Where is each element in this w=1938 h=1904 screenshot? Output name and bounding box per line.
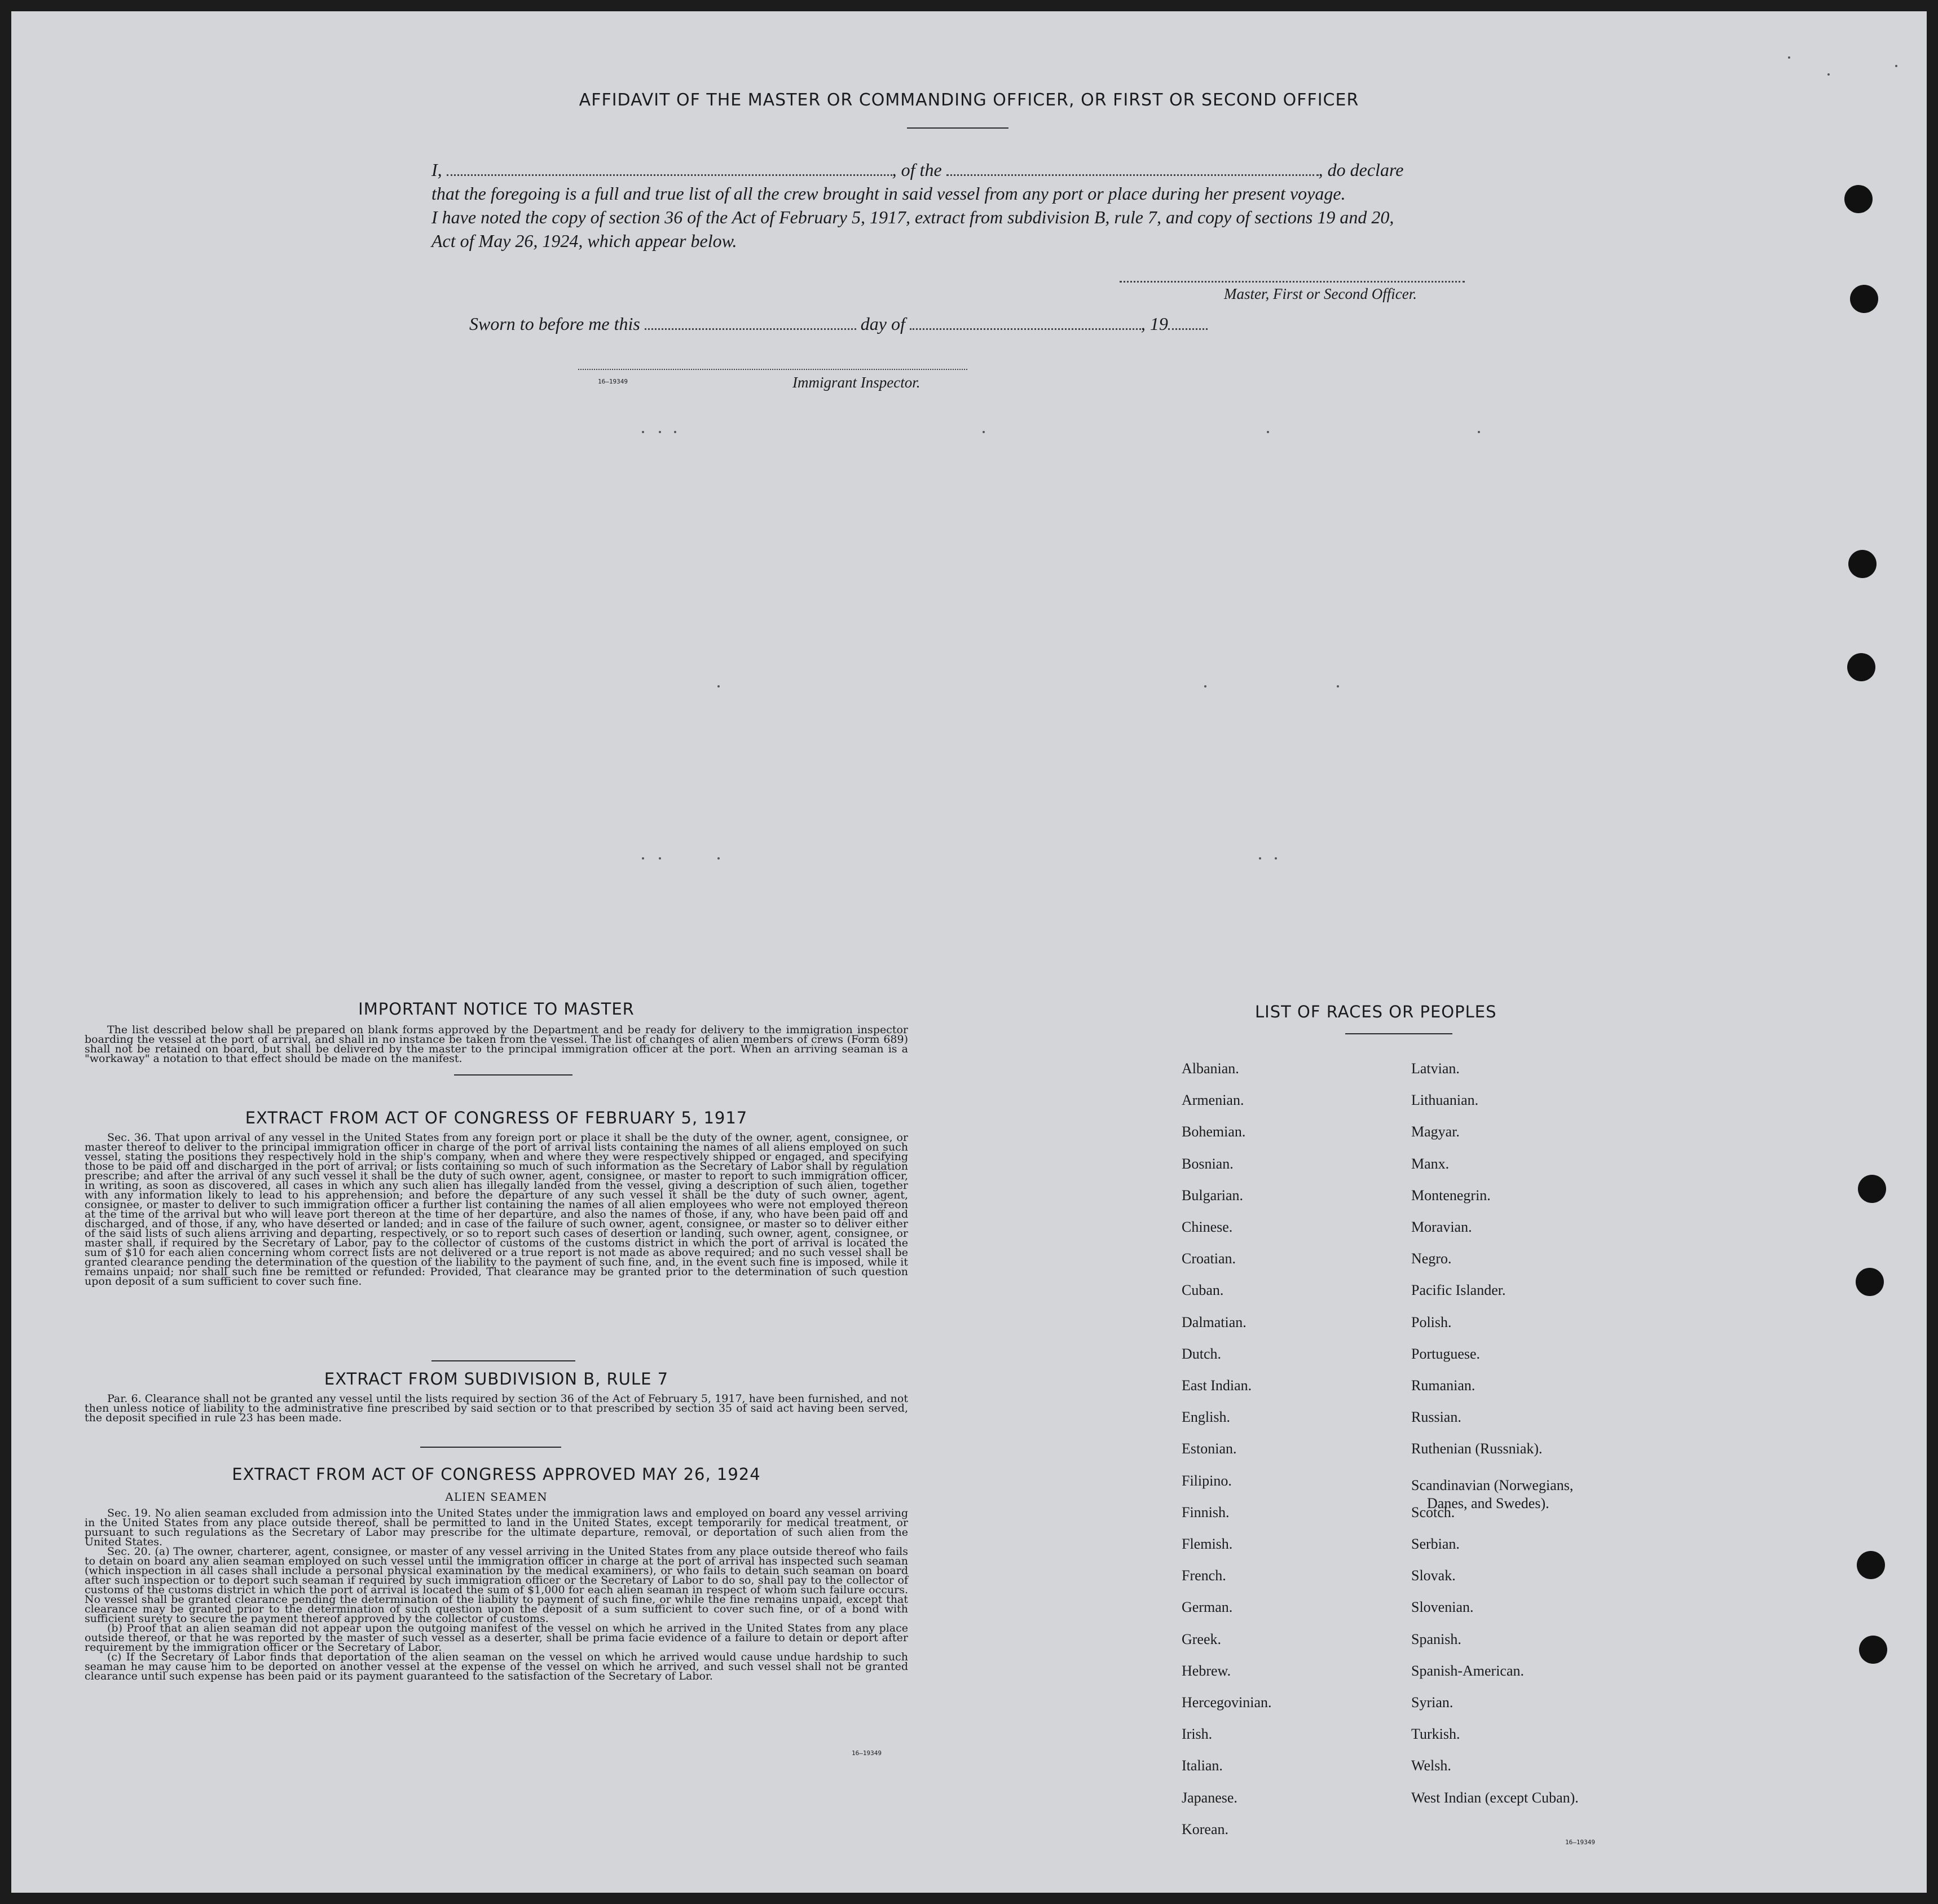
scan-speck xyxy=(1827,73,1830,76)
section-20a-paragraph: Sec. 20. (a) The owner, charterer, agent, consignee, or master of any vessel arriving in the United States from any place outside thereof who fails to detain on board any alien seaman employed on such vessel until the immigration officer in charge at the port of arrival has inspected such seaman (which inspection in all cases shall include a personal physical examination by the medical examiners), or who fails to detain such seaman on board after such inspection or to deport such seaman if required by such immigration officer or the Secretary of Labor to do so, shall pay to the collector of customs of the customs district in which the port of arrival is located the sum of $1,000 for each alien seaman in respect of whom such failure occurs. No vessel shall be granted clearance pending the determination of the liability to payment of such fine, or while the fine remains unpaid, except that clearance may be granted prior to the determination of such question upon the deposit of a sum sufficient to cover such fine, or of a bond with sufficient surety to secure the payment thereof approved by the collector of customs. xyxy=(85,1545,908,1625)
race-item: Dutch. xyxy=(1182,1345,1222,1362)
race-item: Spanish. xyxy=(1411,1630,1461,1647)
scan-speck xyxy=(1895,65,1897,67)
scan-speck xyxy=(1259,857,1261,860)
scan-speck xyxy=(1275,857,1277,860)
sworn-label: Sworn to before me this xyxy=(469,314,640,334)
race-item: Montenegrin. xyxy=(1411,1187,1491,1204)
race-item: Cuban. xyxy=(1182,1282,1224,1299)
declarant-name-field[interactable] xyxy=(447,174,892,176)
scan-speck xyxy=(659,857,661,860)
race-item: Pacific Islander. xyxy=(1411,1282,1506,1299)
extract1-body xyxy=(85,1133,908,1286)
race-item: Welsh. xyxy=(1411,1757,1451,1774)
race-item: Greek. xyxy=(1182,1630,1222,1647)
binder-hole xyxy=(1844,185,1873,213)
race-item: English. xyxy=(1182,1409,1230,1426)
scan-speck xyxy=(1267,431,1269,433)
race-item: Dalmatian. xyxy=(1182,1314,1247,1330)
declarant-prefix: I, xyxy=(431,160,442,180)
race-item: Magyar. xyxy=(1411,1123,1460,1140)
race-item: Slovak. xyxy=(1411,1567,1456,1584)
extract2-rule xyxy=(420,1447,561,1448)
scan-speck xyxy=(1337,685,1339,687)
declaration-line-4: Act of May 26, 1924, which appear below. xyxy=(431,231,737,251)
binder-hole xyxy=(1858,1175,1886,1203)
binder-hole xyxy=(1847,653,1875,681)
title-rule xyxy=(907,127,1008,129)
race-item: West Indian (except Cuban). xyxy=(1411,1789,1579,1806)
sworn-month-field[interactable] xyxy=(910,328,1141,330)
races-title: LIST OF RACES OR PEOPLES xyxy=(1255,1002,1497,1021)
sworn-line xyxy=(469,312,1208,336)
extract1-title: EXTRACT FROM ACT OF CONGRESS OF FEBRUARY 5, 1917 xyxy=(245,1108,748,1127)
race-item: Lithuanian. xyxy=(1411,1092,1479,1109)
extract1-paragraph: Sec. 36. That upon arrival of any vessel in the United States from any foreign port or place it shall be the duty of the owner, agent, consignee, or master thereof to deliver to the principal immigration officer in charge of the port of arrival lists containing the names of all aliens employed on such vessel, stating the positions they respectively hold in the ship's company, when and where they were respectively shipped or engaged, and specifying those to be paid off and discharged in the port of arrival; or lists containing so much of such information as the Secretary of Labor shall by regulation prescribe; and after the arrival of any such vessel it shall be the duty of such owner, agent, consignee, or master to report to such immigration officer, in writing, as soon as discovered, all cases in which any such alien has illegally landed from the vessel, giving a description of such alien, together with any information likely to lead to his apprehension; and before the departure of any such vessel it shall be the duty of such owner, agent, consignee, or master to deliver to such immigration officer a further list containing the names of all alien employees who were not employed thereon at the time of the arrival but who will leave port thereon at the time of her departure, and also the names of those, if any, who have been paid off and discharged, and of those, if any, who have deserted or landed; and in case of the failure of such owner, agent, consignee, or master so to deliver either of the said lists of such aliens arriving and departing, respectively, or so to report such cases of desertion or landing, such owner, agent, consignee, or master shall, if required by the Secretary of Labor, pay to the collector of customs of the customs district in which the port of arrival is located the sum of $10 for each alien concerning whom correct lists are not delivered or a true report is not made as above required; and no such vessel shall be granted clearance pending the determination of the question of the liability to the payment of such fine, and, in the event such fine is imposed, while it remains unpaid; nor shall such fine be remitted or refunded: Provided, That clearance may be granted prior to the determination of such question upon deposit of a sum sufficient to cover such fine. xyxy=(85,1131,908,1288)
scan-speck xyxy=(674,431,676,433)
extract3-subtitle: ALIEN SEAMEN xyxy=(445,1490,548,1504)
race-item: Korean. xyxy=(1182,1821,1229,1837)
extract1-rule xyxy=(431,1360,575,1361)
scan-speck xyxy=(642,857,644,860)
race-item: Croatian. xyxy=(1182,1250,1236,1267)
section-20c-paragraph: (c) If the Secretary of Labor finds that deportation of the alien seaman on the vessel on which he arrived would cause undue hardship to such seaman he may cause him to be deported on another vessel at the expense of the vessel on which he arrived, and such vessel shall not be granted clearance until such expense has been paid or its payment guaranteed to the satisfaction of the Secretary of Labor. xyxy=(85,1651,908,1682)
binder-hole xyxy=(1859,1636,1887,1664)
section-19-paragraph: Sec. 19. No alien seaman excluded from admission into the United States under the immigration laws and employed on board any vessel arriving in the United States from any place outside thereof, shall be permitted to land in the United States, except temporarily for medical treatment, or pursuant to such regulations as the Secretary of Labor may prescribe for the ultimate departure, removal, or deportation of such alien from the United States. xyxy=(85,1507,908,1548)
race-item: Japanese. xyxy=(1182,1789,1237,1806)
vessel-name-field[interactable] xyxy=(946,174,1319,176)
races-rule xyxy=(1345,1033,1452,1034)
race-item: Albanian. xyxy=(1182,1060,1239,1077)
affidavit-title: AFFIDAVIT OF THE MASTER OR COMMANDING OFFICER, OR FIRST OR SECOND OFFICER xyxy=(579,90,1359,110)
notice-title: IMPORTANT NOTICE TO MASTER xyxy=(358,999,635,1019)
of-the-label: , of the xyxy=(892,160,942,180)
race-item: Danes, and Swedes). xyxy=(1427,1495,1549,1511)
race-item: Hebrew. xyxy=(1182,1662,1231,1679)
race-item: Russian. xyxy=(1411,1409,1461,1426)
extract2-title: EXTRACT FROM SUBDIVISION B, RULE 7 xyxy=(324,1369,669,1389)
form-code-top: 16—19349 xyxy=(598,378,628,385)
declaration-line-3: I have noted the copy of section 36 of the Act of February 5, 1917, extract from subdivision B, rule 7, and copy of sections 19 and 20, xyxy=(431,207,1394,227)
race-item: East Indian. xyxy=(1182,1377,1252,1394)
race-item: Flemish. xyxy=(1182,1536,1233,1552)
inspector-signature-field[interactable] xyxy=(578,369,967,370)
race-item: Hercegovinian. xyxy=(1182,1694,1272,1711)
master-signature-field[interactable] xyxy=(1120,281,1465,283)
scan-speck xyxy=(1478,431,1480,433)
race-item: Syrian. xyxy=(1411,1694,1454,1711)
race-item: Bosnian. xyxy=(1182,1155,1234,1172)
race-item: Scotch. xyxy=(1411,1504,1455,1520)
race-item: Manx. xyxy=(1411,1155,1450,1172)
binder-hole xyxy=(1857,1551,1885,1579)
scan-speck xyxy=(642,431,644,433)
race-item: French. xyxy=(1182,1567,1226,1584)
race-item: Spanish-American. xyxy=(1411,1662,1525,1679)
race-item: Chinese. xyxy=(1182,1219,1233,1235)
race-item: Moravian. xyxy=(1411,1219,1472,1235)
section-20b-paragraph: (b) Proof that an alien seaman did not appear upon the outgoing manifest of the vessel on which he arrived in the United States from any place outside thereof, or that he was reported by the master of such vessel as a deserter, shall be prima facie evidence of a failure to detain or deport after requirement by the immigration officer or the Secretary of Labor. xyxy=(85,1622,908,1654)
extract2-paragraph: Par. 6. Clearance shall not be granted any vessel until the lists required by section 36 of the Act of February 5, 1917, have been furnished, and not then unless notice of liability to the administrative fine prescribed by said section or to that prescribed by section 35 of said act having been served, the deposit specified in rule 23 has been made. xyxy=(85,1392,908,1424)
form-code-left: 16—19349 xyxy=(852,1749,882,1757)
race-item: Bulgarian. xyxy=(1182,1187,1244,1204)
race-item: Armenian. xyxy=(1182,1092,1244,1109)
declaration-line-1 xyxy=(431,158,1503,182)
race-item: Turkish. xyxy=(1411,1726,1460,1743)
race-item: Negro. xyxy=(1411,1250,1452,1267)
scan-speck xyxy=(983,431,985,433)
inspector-label: Immigrant Inspector. xyxy=(792,374,920,391)
scan-speck xyxy=(1788,56,1790,59)
race-item: Portuguese. xyxy=(1411,1345,1481,1362)
sworn-day-field[interactable] xyxy=(645,328,856,330)
declaration-line-2: that the foregoing is a full and true list of all the crew brought in said vessel from any port or place during her present voyage. xyxy=(431,183,1346,204)
master-signature-label: Master, First or Second Officer. xyxy=(1224,285,1417,302)
race-item: German. xyxy=(1182,1599,1233,1616)
extract3-title: EXTRACT FROM ACT OF CONGRESS APPROVED MAY 26, 1924 xyxy=(232,1465,761,1484)
scan-speck xyxy=(659,431,661,433)
day-of-label: day of xyxy=(860,314,905,334)
race-item: Italian. xyxy=(1182,1757,1223,1774)
notice-paragraph: The list described below shall be prepared on blank forms approved by the Department and be ready for delivery to the immigration inspector boarding the vessel at the port of arrival, and shall in no instance be taken from the vessel. The list of changes of alien members of crews (Form 689) shall not be retained on board, but shall be delivered by the master to the principal immigration officer at the port. When an arriving seaman is a "workaway" a notation to that effect should be made on the manifest. xyxy=(85,1024,908,1065)
binder-hole xyxy=(1850,285,1878,313)
year-label: , 19 xyxy=(1140,314,1168,334)
binder-hole xyxy=(1848,550,1877,578)
form-code-right: 16—19349 xyxy=(1565,1839,1595,1846)
race-item: Scandinavian (Norwegians, xyxy=(1411,1477,1574,1493)
race-item: Bohemian. xyxy=(1182,1123,1246,1140)
race-item: Filipino. xyxy=(1182,1472,1232,1489)
extract3-body xyxy=(85,1509,908,1681)
race-item: Slovenian. xyxy=(1411,1599,1474,1616)
binder-hole xyxy=(1856,1268,1884,1296)
notice-rule xyxy=(454,1074,572,1076)
document-page xyxy=(11,11,1927,1893)
race-item: Finnish. xyxy=(1182,1504,1230,1520)
race-item: Polish. xyxy=(1411,1314,1452,1330)
sworn-year-field[interactable] xyxy=(1168,328,1208,330)
race-item: Serbian. xyxy=(1411,1536,1460,1552)
do-declare-label: , do declare xyxy=(1318,160,1404,180)
scan-speck xyxy=(717,857,720,860)
notice-body xyxy=(85,1025,908,1064)
race-item: Estonian. xyxy=(1182,1440,1237,1457)
race-item: Ruthenian (Russniak). xyxy=(1411,1440,1543,1457)
race-item: Irish. xyxy=(1182,1726,1213,1743)
race-item: Rumanian. xyxy=(1411,1377,1475,1394)
scan-speck xyxy=(1204,685,1206,687)
extract2-body xyxy=(85,1394,908,1423)
scan-speck xyxy=(717,685,720,687)
race-item: Latvian. xyxy=(1411,1060,1460,1077)
